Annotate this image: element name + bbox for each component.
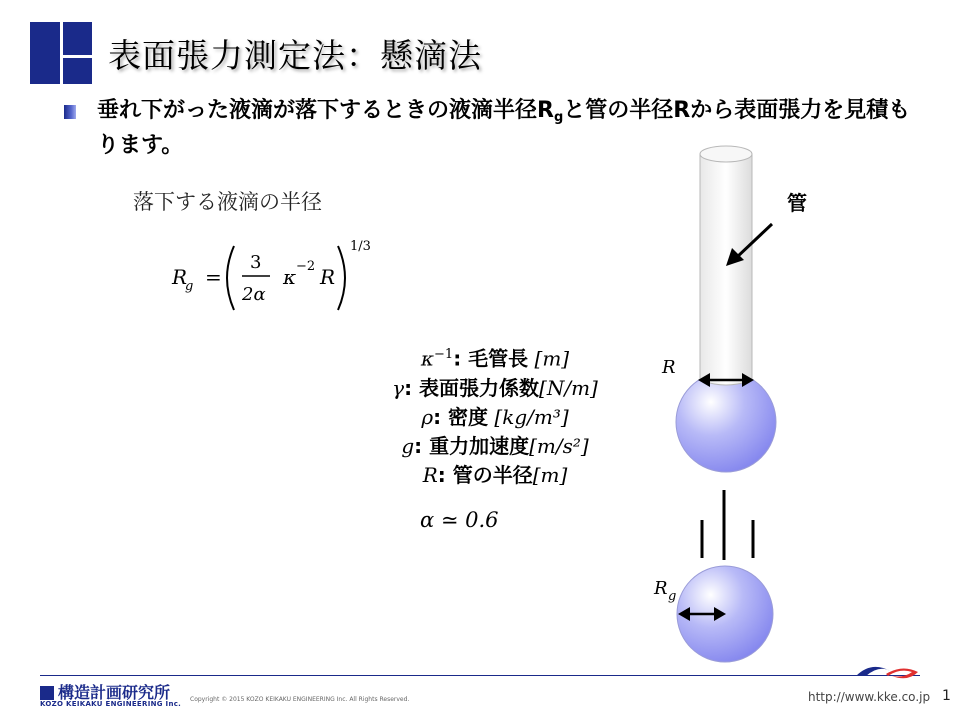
page-number: 1 bbox=[942, 688, 951, 704]
legend-unit: [kg/m³] bbox=[488, 404, 569, 429]
drop-radius-label: R bbox=[654, 578, 668, 599]
legend-label: : 表面張力係数 bbox=[404, 375, 540, 400]
legend-symbol: ρ bbox=[421, 404, 434, 429]
formula-kappa-exp: −2 bbox=[296, 259, 316, 274]
formula-r: R bbox=[320, 265, 336, 289]
legend-unit: [m/s²] bbox=[529, 433, 589, 458]
legend-symbol: g bbox=[401, 433, 415, 458]
legend-row bbox=[330, 374, 660, 403]
formula-kappa: κ bbox=[283, 265, 297, 289]
company-mark-icon bbox=[40, 686, 54, 700]
formula-left-paren bbox=[227, 246, 234, 310]
legend-sup: −1 bbox=[434, 347, 454, 362]
bullet-text-part1: 垂れ下がった液滴が落下するときの液滴半径R bbox=[97, 98, 554, 123]
kke-swoosh-logo bbox=[852, 662, 924, 684]
capillary-tube bbox=[700, 154, 752, 385]
company-name-en: KOZO KEIKAKU ENGINEERING Inc. bbox=[40, 700, 182, 708]
legend-unit: [m] bbox=[528, 346, 570, 371]
formula-outer-exp: 1/3 bbox=[350, 239, 371, 254]
footer-rule bbox=[40, 675, 920, 676]
tube-label: 管 bbox=[787, 191, 807, 215]
bullet-marker bbox=[64, 105, 76, 119]
formula bbox=[170, 232, 410, 322]
legend-label: : 管の半径 bbox=[437, 462, 533, 487]
radius-label: R bbox=[662, 357, 676, 378]
legend-symbol: γ bbox=[392, 375, 405, 400]
formula-lhs: R bbox=[172, 265, 188, 289]
legend-row bbox=[330, 403, 660, 432]
subheading: 落下する液滴の半径 bbox=[133, 190, 322, 214]
header-logo-block bbox=[30, 22, 92, 84]
company-name-jp: 構造計画研究所 bbox=[58, 683, 171, 702]
tube-top bbox=[700, 146, 752, 162]
copyright: Copyright © 2015 KOZO KEIKAKU ENGINEERING Inc. All Rights Reserved. bbox=[190, 696, 410, 703]
formula-lhs-sub: g bbox=[185, 279, 194, 294]
formula-equals: = bbox=[205, 265, 222, 289]
drop-radius-sub: g bbox=[668, 589, 677, 604]
slide-title: 表面張力測定法：懸滴法 bbox=[108, 36, 482, 75]
formula-right-paren bbox=[338, 246, 345, 310]
pendant-drop-diagram bbox=[640, 140, 840, 670]
legend-label: : 密度 bbox=[433, 404, 489, 429]
legend-row bbox=[330, 461, 660, 490]
legend-symbol: κ bbox=[420, 346, 435, 371]
company-url[interactable]: http://www.kke.co.jp bbox=[808, 690, 931, 704]
symbol-legend bbox=[330, 340, 660, 490]
hanging-drop bbox=[676, 372, 776, 472]
legend-label: : 重力加速度 bbox=[414, 433, 530, 458]
legend-unit: [m] bbox=[532, 462, 568, 487]
legend-row bbox=[330, 432, 660, 461]
legend-label: : 毛管長 bbox=[453, 346, 529, 371]
alpha-relation: α ≃ 0.6 bbox=[420, 508, 499, 532]
legend-row bbox=[330, 340, 660, 374]
formula-numerator: 3 bbox=[250, 252, 262, 273]
legend-unit: [N/m] bbox=[539, 375, 598, 400]
formula-denominator: 2α bbox=[242, 284, 266, 305]
bullet-text-part2: と管の半径Rから表面張力を見積もります。 bbox=[97, 98, 911, 158]
bullet-text-sub: g bbox=[553, 110, 564, 125]
legend-symbol: R bbox=[422, 462, 438, 487]
